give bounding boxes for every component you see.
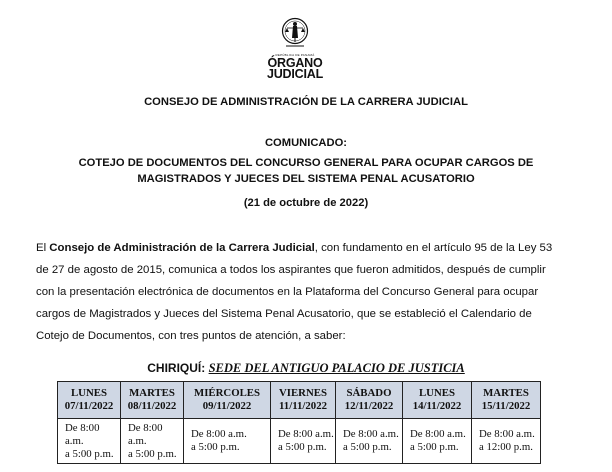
body-paragraph: [36, 237, 608, 347]
day-header-cell: [403, 382, 472, 419]
day-header-cell: [121, 382, 184, 419]
republic-caption: REPÚBLICA DE PANAMÁ: [275, 53, 315, 57]
hours-cell: [336, 419, 403, 464]
day-name: LUNES: [418, 387, 455, 399]
schedule-hours-row: [58, 419, 541, 464]
day-date: 12/11/2022: [344, 400, 394, 412]
day-header-cell: [184, 382, 271, 419]
hours-to: a 5:00 p.m.: [278, 441, 327, 453]
day-date: 11/11/2022: [279, 400, 327, 412]
body-line-3: con la presentación electrónica de documentos en la Plataforma del Concurso General para ocupar: [36, 286, 539, 298]
issue-date: (21 de octubre de 2022): [243, 197, 369, 209]
province-label: CHIRIQUÍ:: [147, 361, 206, 375]
subject-line-2: MAGISTRADOS Y JUECES DEL SISTEMA PENAL ACUSATORIO: [137, 173, 475, 185]
body-line-5: Cotejo de Documentos, con tres puntos de atención, a saber:: [36, 330, 346, 342]
council-heading: CONSEJO DE ADMINISTRACIÓN DE LA CARRERA JUDICIAL: [144, 96, 468, 108]
body-line-1: [36, 237, 608, 259]
hours-to: a 5:00 p.m.: [128, 447, 177, 460]
hours-from: De 8:00 a.m.: [191, 428, 247, 440]
day-date: 14/11/2022: [412, 400, 462, 412]
location-heading: [0, 361, 612, 376]
day-date: 15/11/2022: [481, 400, 531, 412]
comunicado-heading: COMUNICADO:: [264, 137, 348, 149]
hours-to: a 5:00 p.m.: [191, 441, 240, 453]
hours-from: De 8:00 a.m.: [343, 428, 399, 440]
hours-cell: [271, 419, 336, 464]
hours-from: De 8:00 a.m.: [65, 421, 100, 447]
hours-to: a 12:00 p.m.: [479, 441, 533, 453]
hours-from: De 8:00 a.m.: [128, 421, 163, 447]
body-line-2: de 27 de agosto de 2015, comunica a todos los aspirantes que fueron admitidos, después de cumplir: [36, 264, 546, 276]
justice-seal-icon: [280, 16, 310, 52]
day-header-cell: [58, 382, 121, 419]
hours-from: De 8:00 a.m.: [479, 428, 535, 440]
hours-from: De 8:00 a.m.: [410, 428, 466, 440]
body-line-4: cargos de Magistrados y Jueces del Sistema Penal Acusatorio, que se estableció el Calendario de: [36, 308, 532, 320]
council-name-bold: Consejo de Administración de la Carrera Judicial: [49, 242, 315, 254]
hours-cell: [184, 419, 271, 464]
body-line-1-post: , con fundamento en el artículo 95 de la Ley 53: [314, 242, 553, 254]
day-name: LUNES: [70, 387, 107, 399]
hours-cell: [403, 419, 472, 464]
day-name: MARTES: [129, 387, 175, 399]
day-date: 08/11/2022: [127, 400, 177, 412]
subject-line-1: COTEJO DE DOCUMENTOS DEL CONCURSO GENERAL PARA OCUPAR CARGOS DE: [78, 157, 534, 169]
organo-judicial-logo: [260, 16, 330, 90]
hours-cell: [121, 419, 184, 464]
schedule-table: [57, 381, 541, 464]
day-date: 07/11/2022: [64, 400, 114, 412]
hours-to: a 5:00 p.m.: [410, 441, 459, 453]
schedule-header-row: [58, 382, 541, 419]
org-name-line1: ÓRGANO: [267, 56, 323, 70]
org-name-line2: JUDICIAL: [266, 67, 324, 81]
hours-cell: [58, 419, 121, 464]
day-name: MARTES: [483, 387, 529, 399]
venue-label: SEDE DEL ANTIGUO PALACIO DE JUSTICIA: [208, 361, 465, 375]
hours-from: De 8:00 a.m.: [278, 428, 334, 440]
hours-cell: [472, 419, 541, 464]
day-header-cell: [472, 382, 541, 419]
hours-to: a 5:00 p.m.: [343, 441, 392, 453]
day-header-cell: [336, 382, 403, 419]
day-header-cell: [271, 382, 336, 419]
hours-to: a 5:00 p.m.: [65, 447, 114, 460]
day-date: 09/11/2022: [202, 400, 252, 412]
day-name: MIÉRCOLES: [194, 387, 260, 399]
day-name: VIERNES: [278, 387, 327, 399]
day-name: SÁBADO: [346, 387, 392, 399]
body-line-1-pre: El: [36, 242, 50, 254]
